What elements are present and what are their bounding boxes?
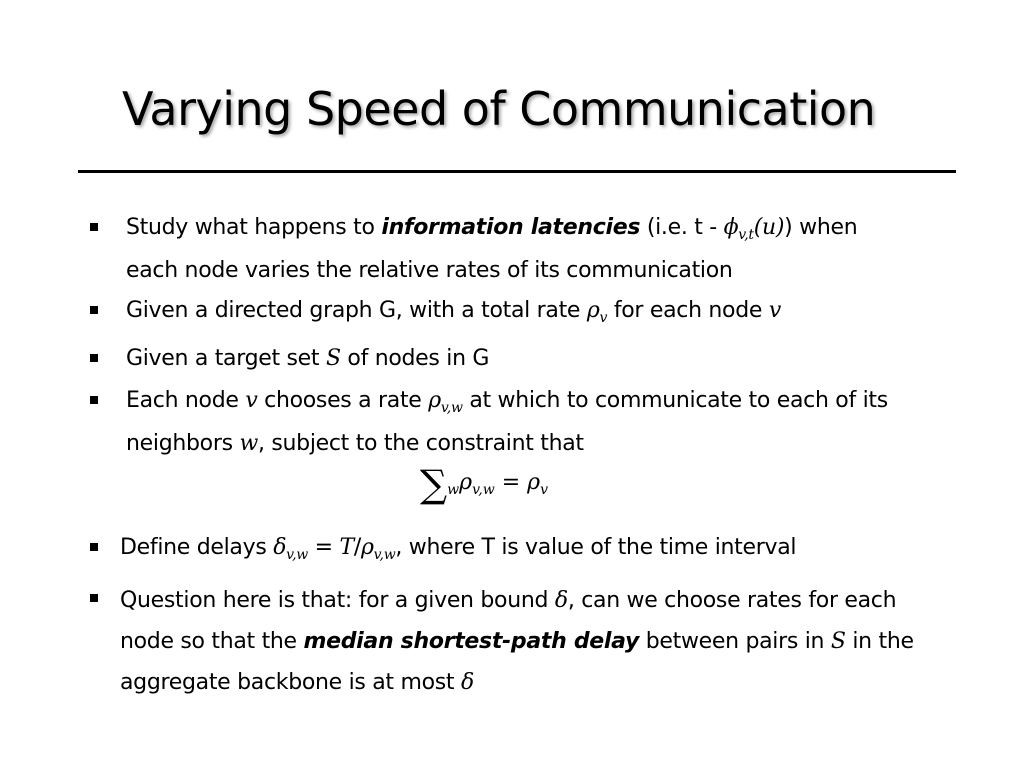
delta-symbol: δ [273,535,287,560]
title-divider [78,170,956,173]
bullet-question-line2: node so that the median shortest-path delay between pairs in S in the [120,629,914,654]
sum-symbol: ∑ [420,462,448,506]
bullet-question-line1: Question here is that: for a given bound δ, can we choose rates for each [120,588,897,613]
bullet-define-delays: Define delays $\delta_{v,w} = T/\rho_{v,w}$, where T is value of the time interval [120,535,797,563]
emphasis-median-shortest-path-delay: median shortest-path delay [303,629,640,654]
bullet-marker [90,396,98,404]
bullet-study [126,210,857,288]
constraint-formula: $\sum_w\rho_{v,w} = \rho_v$ [420,462,549,506]
bullet-study-line2: each node varies the relative rates of its communication [126,258,733,283]
bullet-question [120,580,914,703]
bullet-marker [90,223,98,231]
bullet-study-line1: Study what happens to information latencies (i.e. t - $\phi_{v,t}(u)$) when [126,215,858,243]
bullet-target-set: Given a target set S of nodes in G [126,346,490,371]
slide-title: Varying Speed of Communication [122,82,876,136]
bullet-directed-graph: Given a directed graph G, with a total rate $\rho_v$ for each node v [126,298,781,326]
bullet-marker [90,306,98,314]
rho-symbol: ρ [586,298,600,323]
bullet-each-node-line1: Each node v chooses a rate $\rho_{v,w}$ at which to communicate to each of its [126,388,888,416]
emphasis-information-latencies: information latencies [381,215,641,240]
bullet-marker [90,354,98,362]
bullet-each-node [126,383,888,461]
bullet-each-node-line2: neighbors w, subject to the constraint that [126,431,584,456]
bullet-marker [90,543,98,551]
bullet-marker [90,594,98,602]
bullet-question-line3: aggregate backbone is at most δ [120,670,474,695]
phi-symbol: ϕ [723,215,739,240]
